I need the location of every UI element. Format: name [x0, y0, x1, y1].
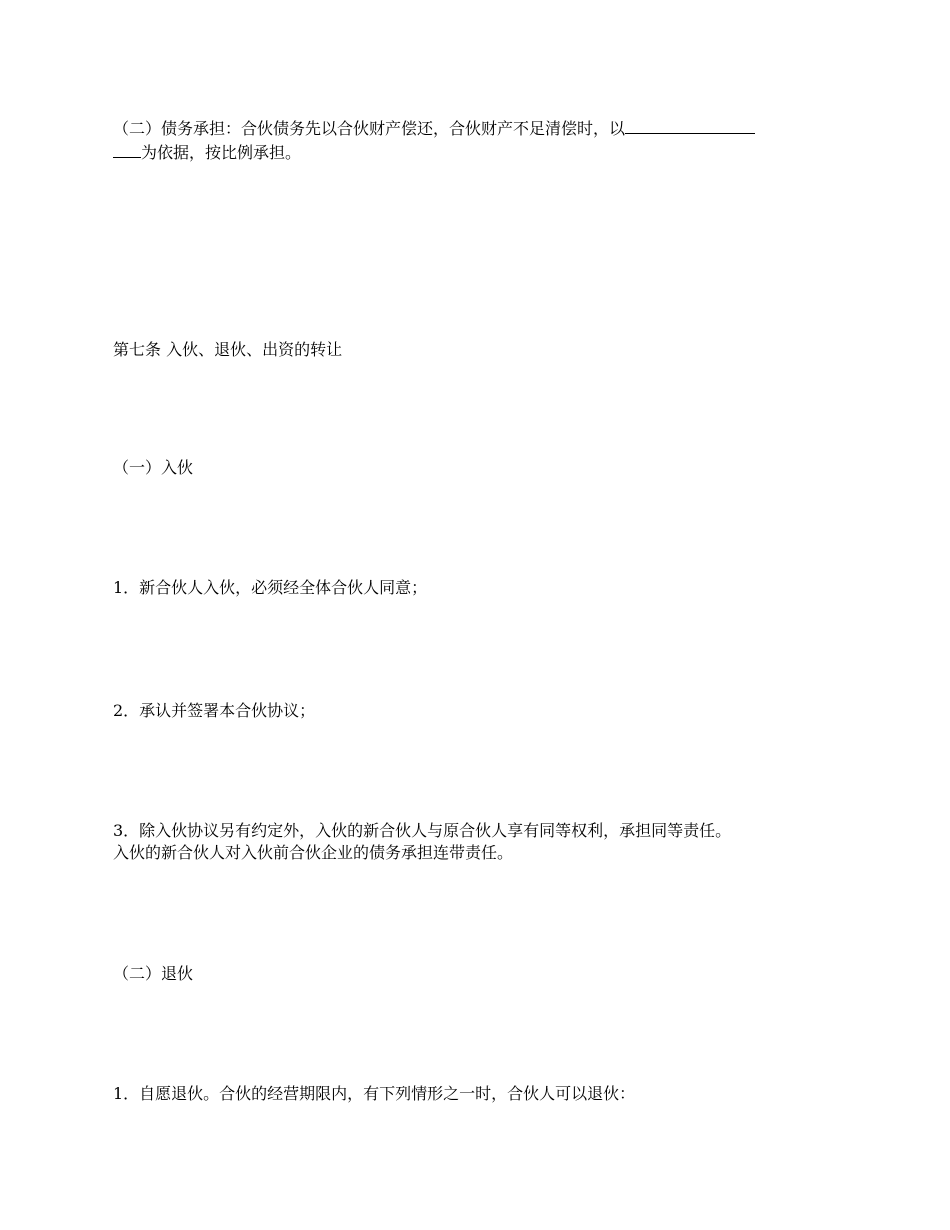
- withdraw-item-1: 1．自愿退伙。合伙的经营期限内，有下列情形之一时，合伙人可以退伙：: [113, 1084, 636, 1103]
- join-item-3: [113, 820, 843, 864]
- article-7-title: 第七条 入伙、退伙、出资的转让: [113, 340, 343, 359]
- withdraw-section-heading: （二）退伙: [113, 964, 194, 983]
- fill-in-blank: [625, 116, 755, 134]
- join-section-heading: （一）入伙: [113, 458, 194, 477]
- join-item-1: 1．新合伙人入伙，必须经全体合伙人同意；: [113, 578, 428, 597]
- fill-in-blank-continued: [113, 140, 141, 158]
- debt-bearing-text-line2: 为依据，按比例承担。: [141, 143, 302, 162]
- join-item-3-line2: 入伙的新合伙人对入伙前合伙企业的债务承担连带责任。: [113, 843, 514, 862]
- debt-bearing-paragraph: [113, 116, 843, 164]
- debt-bearing-text-line1: （二）债务承担：合伙债务先以合伙财产偿还，合伙财产不足清偿时，以: [113, 119, 626, 138]
- join-item-2: 2．承认并签署本合伙协议；: [113, 701, 316, 720]
- join-item-3-line1: 3．除入伙协议另有约定外，入伙的新合伙人与原合伙人享有同等权利，承担同等责任。: [113, 821, 732, 840]
